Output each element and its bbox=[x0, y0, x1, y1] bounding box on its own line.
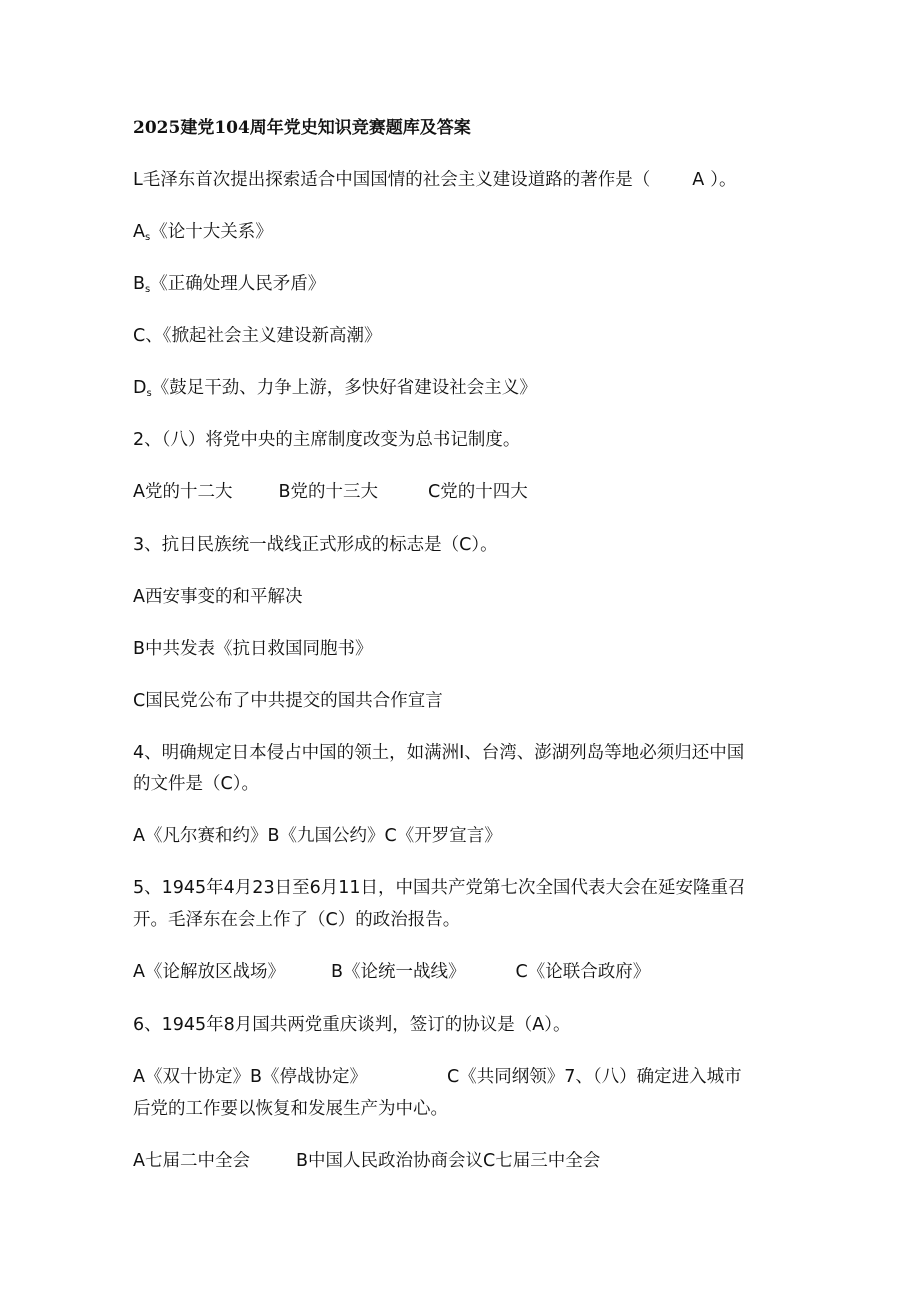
q7-options bbox=[133, 1146, 600, 1176]
q4-options: A《凡尔赛和约》B《九国公约》C《开罗宣言》 bbox=[133, 826, 502, 846]
q1-option-b: $B_s$《正确处理人民矛盾》 bbox=[133, 274, 326, 295]
q3-option-c: C国民党公布了中共提交的国共合作宣言 bbox=[133, 691, 443, 711]
q1-option-d: $D_s$《鼓足干劲、力争上游，多快好省建设社会主义》 bbox=[133, 378, 537, 399]
q4-stem-line1: 4、明确规定日本侵占中国的领土，如满洲I、台湾、澎湖列岛等地必须归还中国 bbox=[133, 743, 745, 763]
q2-stem: 2、（八）将党中央的主席制度改变为总书记制度。 bbox=[133, 430, 521, 450]
q6-option-c: C《共同纲领》 bbox=[446, 1067, 565, 1087]
q1-answer: A bbox=[692, 170, 705, 190]
q2-option-c: C党的十四大 bbox=[428, 482, 528, 502]
q5-option-b: B《论统一战线》 bbox=[330, 962, 466, 982]
q2-option-b: B党的十三大 bbox=[278, 482, 378, 502]
q7-stem-start: 7、（八）确定进入城市 bbox=[564, 1067, 742, 1087]
q5-stem-line1: 5、1945年4月23日至6月11日，中国共产党第七次全国代表大会在延安隆重召 bbox=[133, 878, 746, 898]
q3-option-a: A西安事变的和平解决 bbox=[133, 587, 303, 607]
q2-options bbox=[133, 477, 528, 507]
q1-option-a: $A_s$《论十大关系》 bbox=[133, 222, 273, 243]
q6-options-ab: A《双十协定》B《停战协定》 bbox=[133, 1067, 367, 1087]
q1-stem: L毛泽东首次提出探索适合中国国情的社会主义建设道路的著作是（ A ）。 bbox=[133, 170, 737, 190]
q3-stem: 3、抗日民族统一战线正式形成的标志是（C）。 bbox=[133, 535, 498, 555]
q2-option-a: A党的十二大 bbox=[133, 482, 233, 502]
q3-option-b: B中共发表《抗日救国同胞书》 bbox=[133, 639, 373, 659]
q6-options-and-q7-stem bbox=[133, 1062, 742, 1092]
q5-option-a: A《论解放区战场》 bbox=[133, 962, 285, 982]
q5-options bbox=[133, 957, 650, 987]
document-title: 2025建党104周年党史知识竞赛题库及答案 bbox=[133, 118, 471, 138]
q7-stem-line2: 后党的工作要以恢复和发展生产为中心。 bbox=[133, 1099, 448, 1119]
q6-stem: 6、1945年8月国共两党重庆谈判，签订的协议是（A）。 bbox=[133, 1015, 571, 1035]
q5-option-c: C《论联合政府》 bbox=[515, 962, 651, 982]
q5-stem-line2: 开。毛泽东在会上作了（C）的政治报告。 bbox=[133, 910, 461, 930]
q4-stem-line2: 的文件是（C）。 bbox=[133, 774, 259, 794]
q7-option-a: A七届二中全会 bbox=[133, 1151, 250, 1171]
q7-option-bc: B中国人民政治协商会议C七届三中全会 bbox=[295, 1151, 601, 1171]
q1-option-c: C、《掀起社会主义建设新高潮》 bbox=[133, 326, 382, 346]
